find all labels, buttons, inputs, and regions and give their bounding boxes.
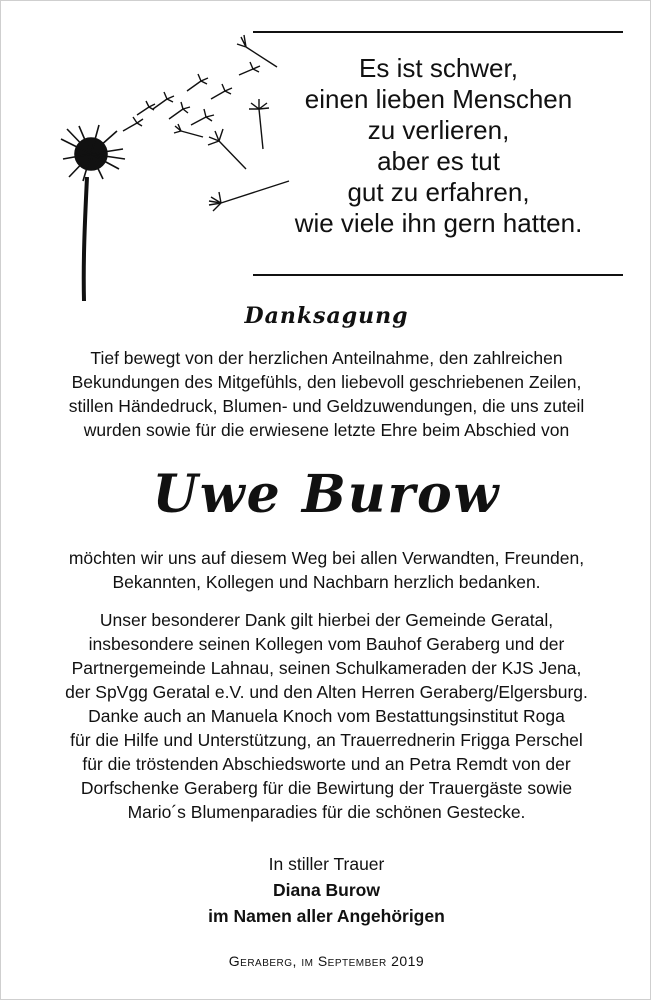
quote-line: einen lieben Menschen [304, 84, 573, 114]
text-line: stillen Händedruck, Blumen- und Geldzuwendungen, die uns zuteil [68, 396, 585, 416]
top-divider [253, 31, 623, 33]
notice-heading: Danksagung [244, 303, 409, 329]
text-line: Bekundungen des Mitgefühls, den liebevoll geschriebenen Zeilen, [71, 372, 582, 392]
text-line: Mario´s Blumenparadies für die schönen Gestecke. [127, 802, 526, 822]
place-date: Geraberg, im September 2019 [228, 953, 425, 969]
signature-block [1, 851, 651, 929]
quote-line: gut zu erfahren, [347, 177, 530, 207]
thanks-paragraph [1, 546, 651, 594]
text-line: der SpVgg Geratal e.V. und den Alten Herren Geraberg/Elgersburg. [65, 682, 588, 702]
text-line: wurden sowie für die erwiesene letzte Ehre beim Abschied von [83, 420, 570, 440]
quote-line: zu verlieren, [367, 115, 510, 145]
deceased-name: Uwe Burow [152, 464, 501, 525]
text-line: für die Hilfe und Unterstützung, an Trauerrednerin Frigga Perschel [70, 730, 583, 750]
quote-line: wie viele ihn gern hatten. [294, 208, 583, 238]
intro-paragraph [1, 346, 651, 442]
memorial-quote [256, 53, 621, 239]
closing-phrase: In stiller Trauer [268, 854, 385, 874]
quote-line: Es ist schwer, [359, 53, 518, 83]
text-line: Danke auch an Manuela Knoch vom Bestattungsinstitut Roga [88, 706, 565, 726]
text-line: möchten wir uns auf diesem Weg bei allen Verwandten, Freunden, [68, 548, 585, 568]
quote-divider [253, 274, 623, 276]
text-line: Partnergemeinde Lahnau, seinen Schulkameraden der KJS Jena, [71, 658, 582, 678]
special-thanks-paragraph [1, 608, 651, 824]
text-line: für die tröstenden Abschiedsworte und an Petra Remdt von der [82, 754, 571, 774]
text-line: Bekannten, Kollegen und Nachbarn herzlich bedanken. [112, 572, 541, 592]
signer-family: im Namen aller Angehörigen [208, 906, 445, 926]
quote-line: aber es tut [377, 146, 500, 176]
text-line: insbesondere seinen Kollegen vom Bauhof Geraberg und der [88, 634, 565, 654]
text-line: Dorfschenke Geraberg für die Bewirtung der Trauergäste sowie [80, 778, 573, 798]
text-line: Tief bewegt von der herzlichen Anteilnahme, den zahlreichen [90, 348, 563, 368]
signer-name: Diana Burow [273, 880, 380, 900]
text-line: Unser besonderer Dank gilt hierbei der Gemeinde Geratal, [99, 610, 554, 630]
